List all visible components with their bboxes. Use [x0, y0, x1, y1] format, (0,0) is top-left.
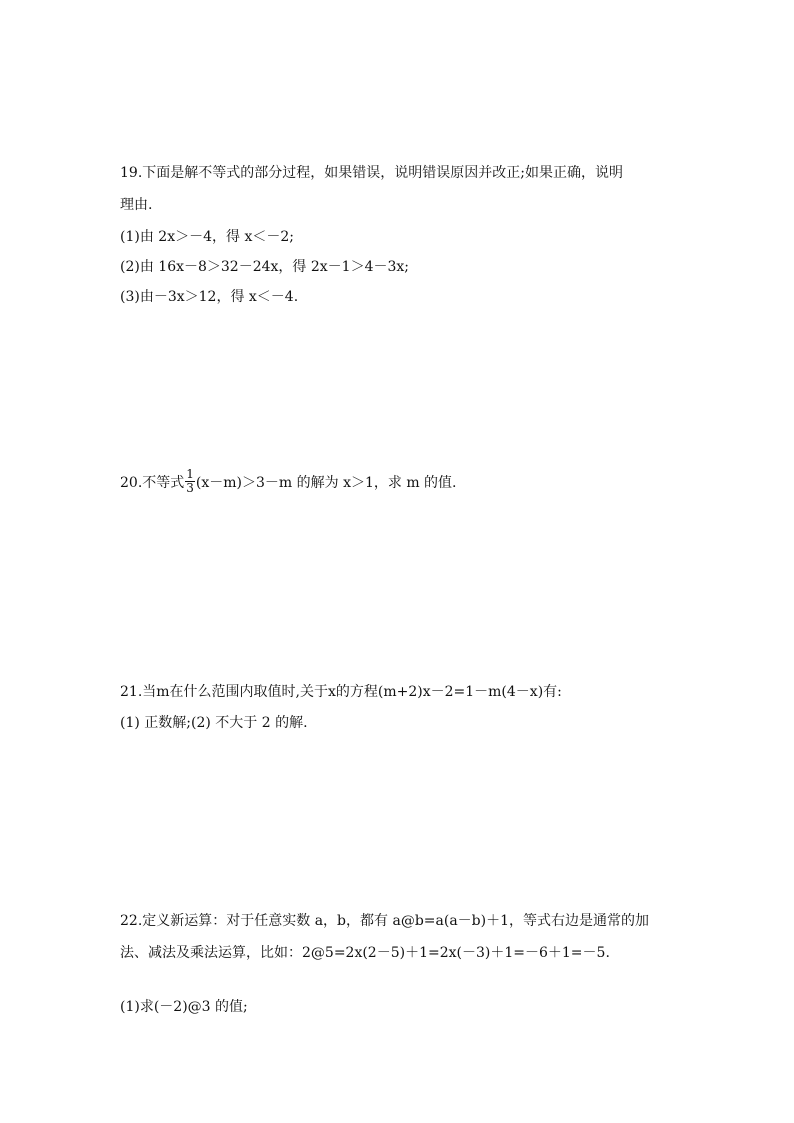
q20-fraction-denominator: 3: [186, 481, 194, 495]
q19-item-2: (2)由 16x－8＞32－24x，得 2x－1＞4－3x;: [120, 259, 410, 275]
q21-text-line1: 21.当m在什么范围内取值时,关于x的方程(m+2)x－2=1－m(4－x)有:: [120, 684, 562, 700]
q19-item-3: (3)由－3x＞12，得 x＜－4.: [120, 289, 299, 305]
q19-text-line1: 19.下面是解不等式的部分过程，如果错误，说明错误原因并改正;如果正确，说明: [120, 165, 623, 181]
q20-prefix: 20.不等式: [120, 474, 185, 491]
q22-text-line2: 法、减法及乘法运算，比如：2@5=2x(2－5)＋1=2x(－3)＋1=－6＋1=－5.: [120, 945, 610, 961]
q21-text-line2: (1) 正数解;(2) 不大于 2 的解.: [120, 715, 308, 731]
q20-question: [120, 468, 457, 495]
q20-fraction-numerator: 1: [186, 467, 194, 481]
q22-item-1: (1)求(－2)@3 的值;: [120, 999, 248, 1015]
q20-fraction: [185, 468, 195, 495]
q20-suffix: (x－m)＞3－m 的解为 x＞1，求 m 的值.: [195, 474, 457, 491]
q19-text-line2: 理由.: [120, 197, 153, 213]
q19-item-1: (1)由 2x＞－4，得 x＜－2;: [120, 229, 294, 245]
q22-text-line1: 22.定义新运算：对于任意实数 a，b，都有 a@b=a(a－b)＋1，等式右边是通常的加: [120, 913, 649, 929]
